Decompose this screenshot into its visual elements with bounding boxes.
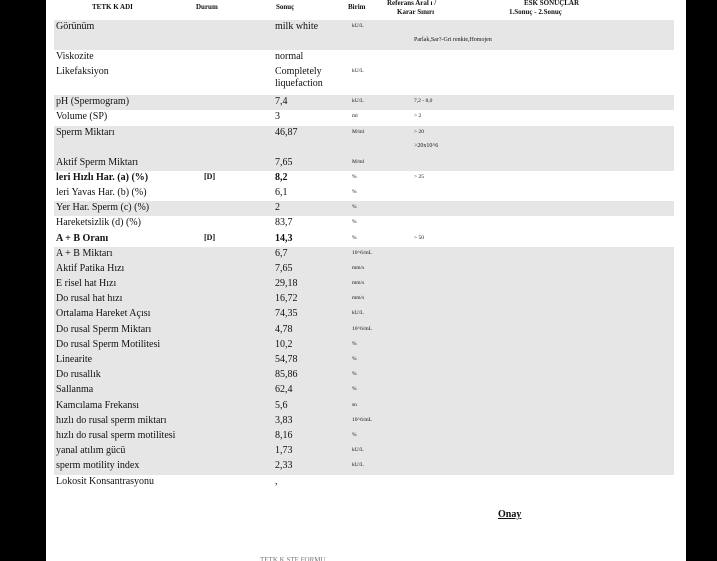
- unit: kU/L: [352, 98, 364, 105]
- unit: %: [352, 204, 357, 211]
- header-sonuc: Sonuç: [276, 3, 295, 11]
- result-value: 4,78: [275, 323, 293, 335]
- header-esk-line1: ESK SONUÇLAR: [524, 0, 580, 7]
- reference-range: > 25: [414, 173, 424, 180]
- test-name: pH (Spermogram): [56, 96, 130, 108]
- result-value: 6,7: [275, 247, 288, 259]
- result-value: Completely liquefaction: [275, 66, 323, 90]
- table-row: [54, 459, 674, 474]
- test-name: Linearite: [56, 354, 93, 365]
- header-birim: Birim: [348, 3, 366, 11]
- results-table: [54, 20, 674, 489]
- unit: kU/L: [352, 462, 364, 469]
- test-name: Sallanma: [56, 384, 94, 396]
- table-row: [54, 444, 674, 459]
- result-value: milk white: [275, 21, 319, 32]
- unit: M/ml: [352, 128, 365, 135]
- table-row: [54, 247, 674, 262]
- result-value: 7,65: [275, 156, 293, 168]
- test-name: Volume (SP): [56, 111, 108, 123]
- table-row: [54, 95, 674, 110]
- unit: %: [352, 173, 357, 180]
- table-row: [54, 368, 674, 383]
- durum-flag: [D]: [204, 232, 216, 242]
- result-value: 2,33: [275, 460, 293, 472]
- unit: 10^6/mL: [352, 325, 372, 332]
- durum-flag: [D]: [204, 171, 216, 181]
- table-row: [54, 65, 674, 95]
- test-name: Do rusallık: [56, 369, 101, 381]
- test-name: Kamcılama Frekansı: [56, 399, 140, 411]
- result-value: ,: [275, 475, 278, 487]
- reference-range: > 20: [414, 128, 424, 135]
- unit: 10^6/mL: [352, 249, 372, 256]
- result-value: 1,73: [275, 445, 293, 457]
- table-row: [54, 307, 674, 322]
- test-name: hızlı do rusal sperm miktarı: [56, 414, 167, 426]
- unit: %: [352, 386, 357, 393]
- report-page: [46, 0, 686, 561]
- result-value: 8,2: [275, 171, 288, 183]
- unit: %: [352, 188, 357, 195]
- test-name: Yer Har. Sperm (c) (%): [56, 202, 150, 214]
- test-name: Lokosit Konsantrasyonu: [56, 475, 155, 487]
- table-row: [54, 429, 674, 444]
- result-value: 3: [275, 111, 280, 123]
- table-row: [54, 232, 674, 247]
- table-row: [54, 110, 674, 125]
- unit: %: [352, 356, 357, 362]
- reference-range: > 50: [414, 234, 424, 241]
- reference-range: 7,2 - 8,0: [414, 98, 433, 105]
- unit: sn: [352, 401, 357, 408]
- table-header: [54, 0, 674, 21]
- unit: %: [352, 340, 357, 347]
- result-value: 74,35: [275, 308, 298, 320]
- unit: ml: [352, 113, 358, 120]
- table-row: [54, 414, 674, 429]
- onay-link[interactable]: Onay: [498, 509, 522, 520]
- table-row: [54, 201, 674, 216]
- table-row: [54, 126, 674, 156]
- result-value: 5,6: [275, 399, 288, 411]
- unit: 10^6/mL: [352, 416, 372, 423]
- result-value: normal: [275, 51, 304, 62]
- table-row: [54, 399, 674, 414]
- result-value: 3,83: [275, 414, 293, 426]
- table-row: [54, 292, 674, 307]
- result-value: 8,16: [275, 429, 293, 441]
- footer-text: TETK K STE FORMU: [260, 556, 326, 561]
- test-name: Do rusal Sperm Miktarı: [56, 323, 152, 335]
- test-name: Likefaksiyon: [56, 66, 109, 78]
- unit: kU/L: [352, 68, 364, 75]
- table-row: [54, 156, 674, 171]
- table-row: [54, 383, 674, 398]
- test-name: Ortalama Hareket Açısı: [56, 308, 151, 320]
- result-value: 7,65: [275, 262, 293, 274]
- unit: mm/s: [352, 280, 365, 287]
- test-name: Aktif Sperm Miktarı: [56, 156, 139, 168]
- header-referans-line1: Referans Aral ı /: [387, 0, 437, 7]
- result-value: 7,4: [275, 96, 288, 108]
- test-name: Sperm Miktarı: [56, 126, 115, 138]
- test-name: Viskozite: [56, 51, 94, 62]
- table-row: [54, 186, 674, 201]
- header-referans-line2: Karar Sınırı: [397, 8, 435, 16]
- result-value: 46,87: [275, 126, 298, 138]
- result-value: 10,2: [275, 338, 293, 350]
- previous-result: Parlak,Sar?-Gri renkte,Homojen: [414, 37, 492, 43]
- table-row: [54, 475, 674, 489]
- test-name: leri Hızlı Har. (a) (%): [56, 171, 149, 183]
- test-name: Do rusal hat hızı: [56, 293, 123, 305]
- table-row: [54, 338, 674, 353]
- table-row: [54, 353, 674, 368]
- test-name: Aktif Patika Hızı: [56, 262, 125, 274]
- table-row: [54, 171, 674, 186]
- result-value: 6,1: [275, 186, 288, 198]
- unit: kU/L: [352, 447, 364, 454]
- test-name: A + B Miktarı: [56, 247, 113, 259]
- result-value: 62,4: [275, 384, 293, 396]
- header-durum: Durum: [196, 3, 218, 11]
- unit: mm/s: [352, 264, 365, 271]
- table-row: [54, 262, 674, 277]
- result-value: 14,3: [275, 232, 293, 244]
- test-name: leri Yavas Har. (b) (%): [56, 186, 147, 198]
- header-esk-line2: 1.Sonuç - 2.Sonuç: [509, 8, 562, 16]
- result-value: 83,7: [275, 217, 293, 229]
- table-row: [54, 277, 674, 292]
- table-row: [54, 216, 674, 231]
- unit: kU/L: [352, 310, 364, 317]
- unit: mm/s: [352, 295, 365, 302]
- test-name: yanal atılım gücü: [56, 445, 126, 457]
- test-name: Do rusal Sperm Motilitesi: [56, 338, 161, 350]
- test-name: Hareketsizlik (d) (%): [56, 217, 141, 229]
- header-test-name: TETK K ADI: [92, 3, 133, 11]
- test-name: A + B Oranı: [56, 232, 109, 244]
- table-row: [54, 323, 674, 338]
- result-value: 85,86: [275, 369, 298, 381]
- unit: %: [352, 219, 357, 226]
- table-row: [54, 50, 674, 65]
- result-value: 54,78: [275, 354, 298, 365]
- table-row: [54, 20, 674, 50]
- result-value: 16,72: [275, 293, 298, 305]
- test-name: hızlı do rusal sperm motilitesi: [56, 429, 176, 441]
- test-name: sperm motility index: [56, 460, 140, 472]
- unit: %: [352, 371, 357, 378]
- unit: M/ml: [352, 158, 365, 165]
- reference-range: > 2: [414, 113, 422, 120]
- previous-result: >20x10^6: [414, 142, 439, 149]
- result-value: 2: [275, 202, 280, 214]
- test-name: E risel hat Hızı: [56, 278, 117, 290]
- result-value: 29,18: [275, 278, 298, 290]
- test-name: Görünüm: [56, 21, 95, 32]
- unit: kU/L: [352, 23, 364, 29]
- unit: %: [352, 431, 357, 438]
- unit: %: [352, 234, 357, 241]
